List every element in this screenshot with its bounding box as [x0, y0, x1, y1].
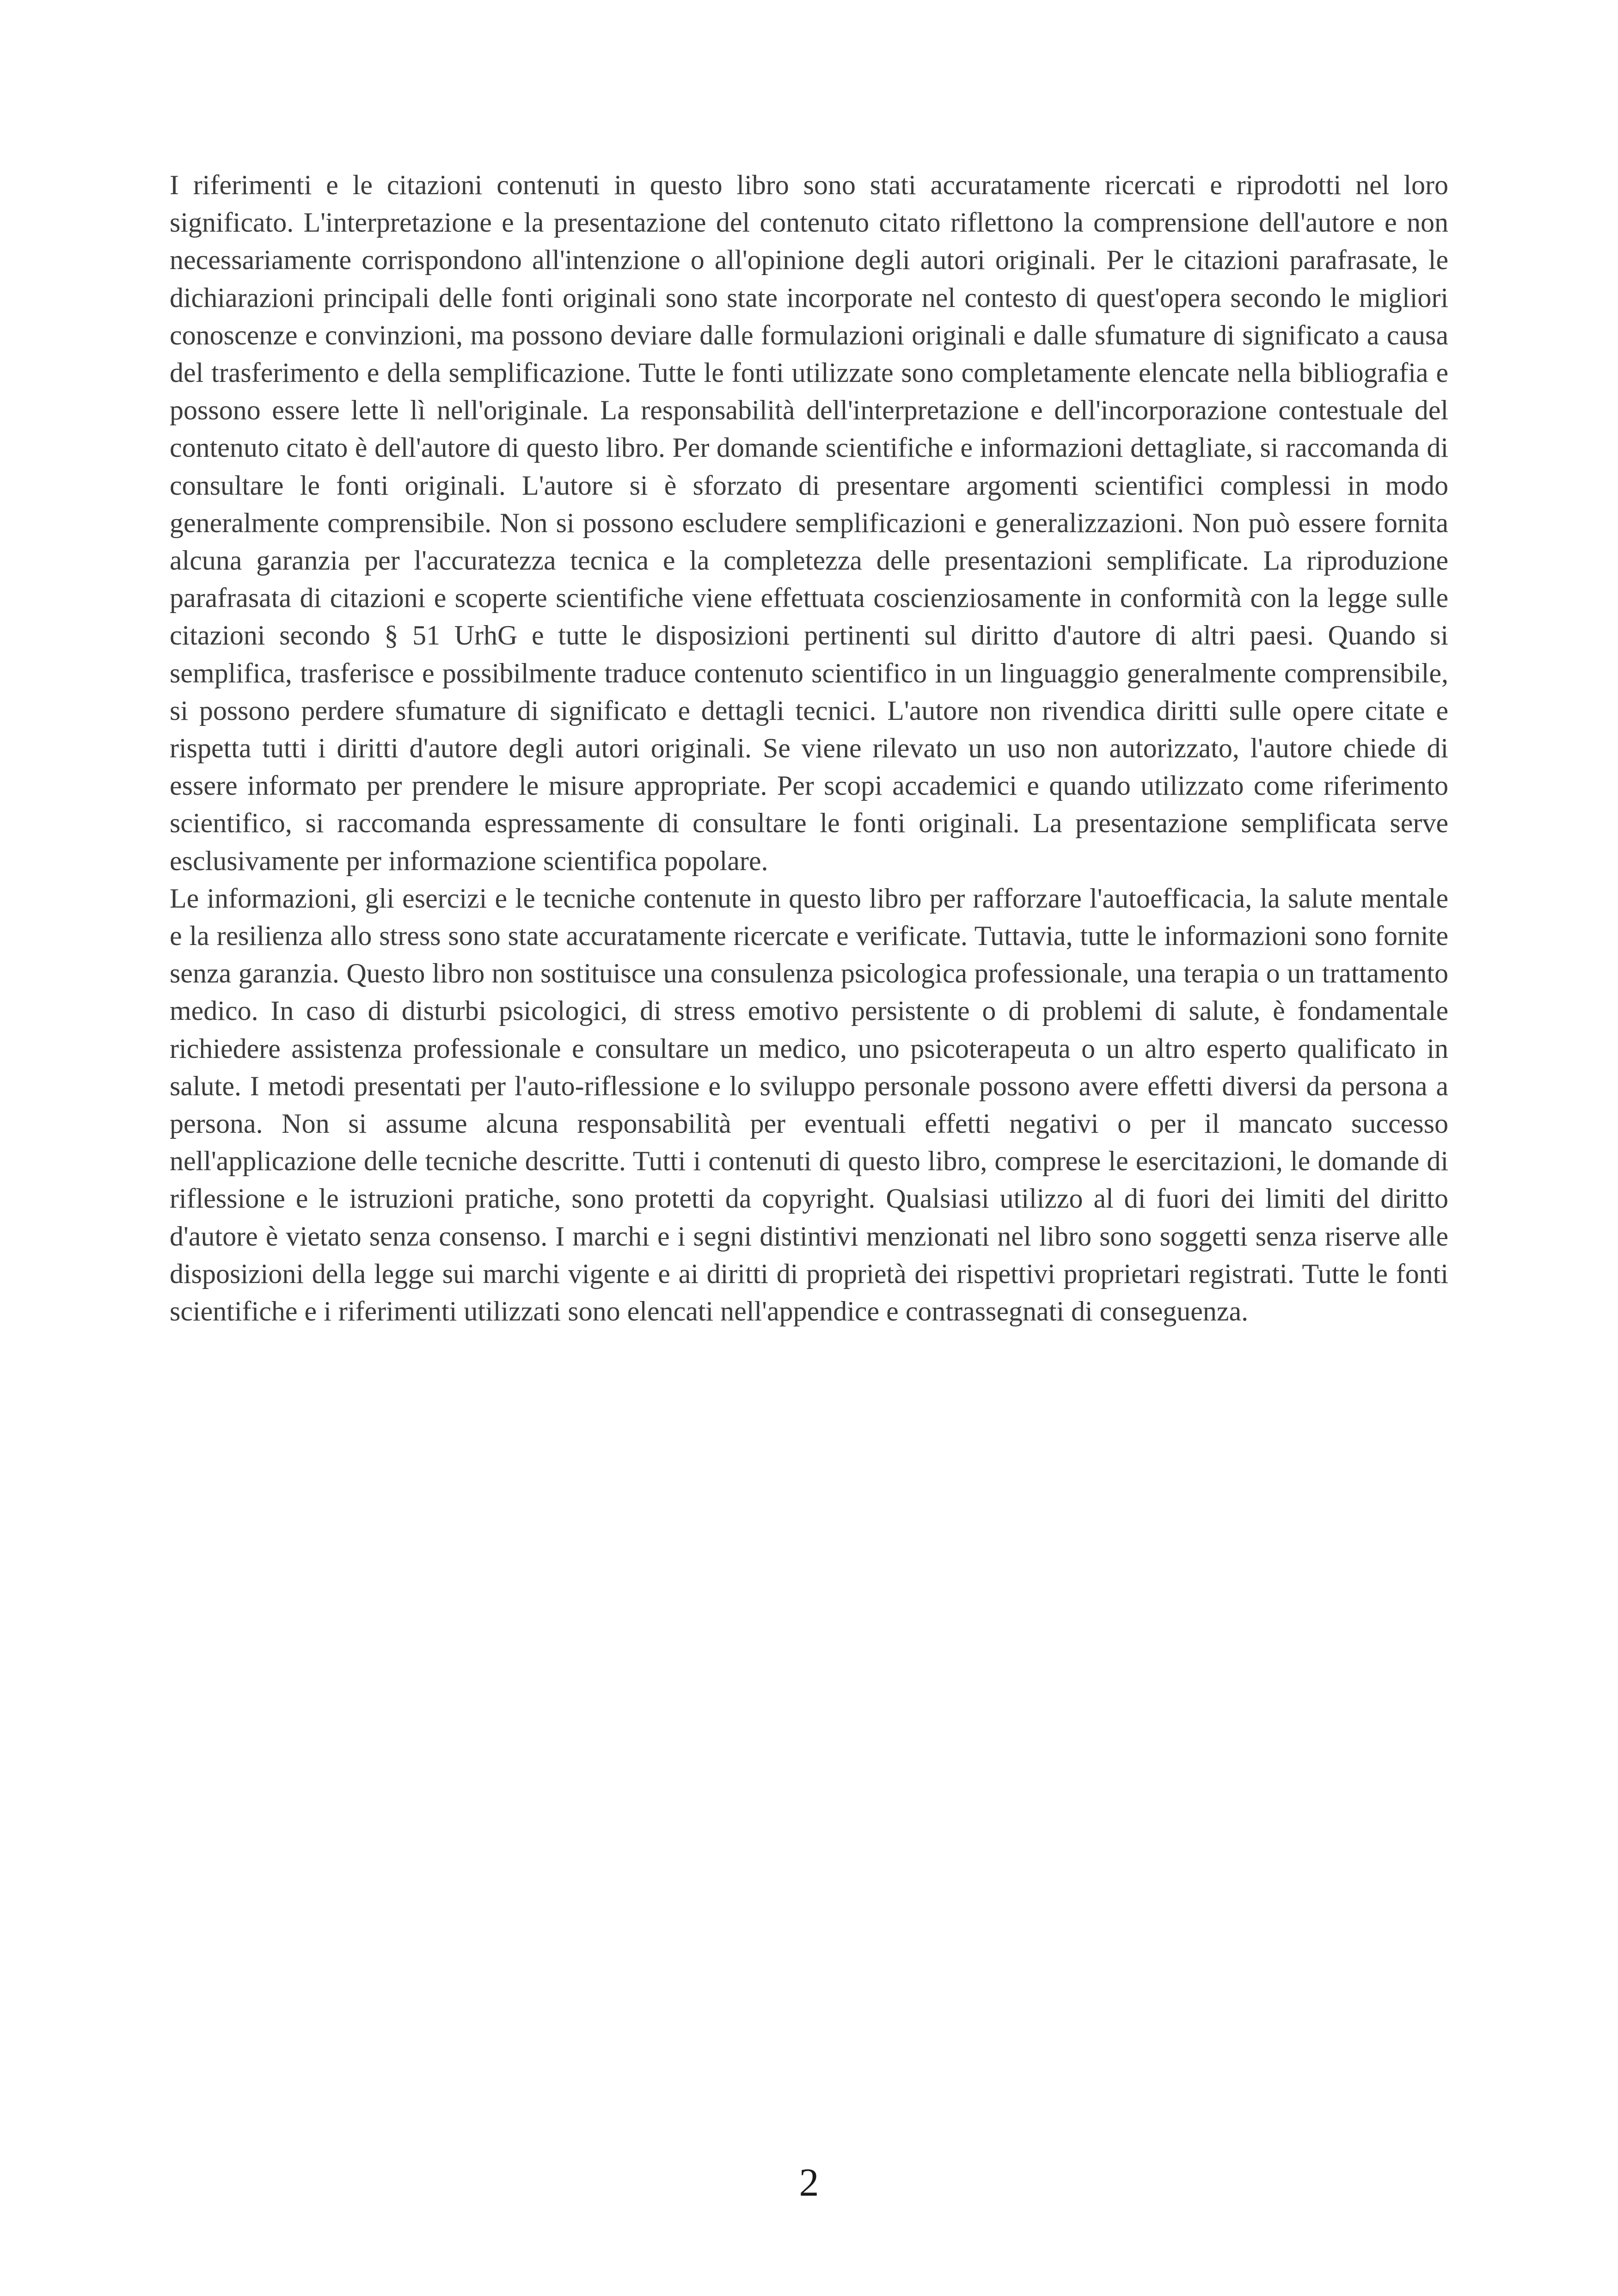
page-number: 2: [799, 2160, 819, 2204]
paragraph-disclaimer-health: Le informazioni, gli esercizi e le tecniche contenute in questo libro per rafforzare l'autoefficacia, la salute mentale e la resilienza allo stress sono state accuratamente ricercate e verificate. Tuttavia, tutte le informazioni sono fornite senza garanzia. Questo libro non sostituisce una consulenza psicologica professionale, una terapia o un trattamento medico. In caso di disturbi psicologici, di stress emotivo persistente o di problemi di salute, è fondamentale richiedere assistenza professionale e consultare un medico, uno psicoterapeuta o un altro esperto qualificato in salute. I metodi presentati per l'auto-riflessione e lo sviluppo personale possono avere effetti diversi da persona a persona. Non si assume alcuna responsabilità per eventuali effetti negativi o per il mancato successo nell'applicazione delle tecniche descritte. Tutti i contenuti di questo libro, comprese le esercitazioni, le domande di riflessione e le istruzioni pratiche, sono protetti da copyright. Qualsiasi utilizzo al di fuori dei limiti del diritto d'autore è vietato senza consenso. I marchi e i segni distintivi menzionati nel libro sono soggetti senza riserve alle disposizioni della legge sui marchi vigente e ai diritti di proprietà dei rispettivi proprietari registrati. Tutte le fonti scientifiche e i riferimenti utilizzati sono elencati nell'appendice e contrassegnati di conseguenza.: [170, 883, 1448, 1327]
paragraph-disclaimer-citations: I riferimenti e le citazioni contenuti in questo libro sono stati accuratamente ricercati e riprodotti nel loro significato. L'interpretazione e la presentazione del contenuto citato riflettono la comprensione dell'autore e non necessariamente corrispondono all'intenzione o all'opinione degli autori originali. Per le citazioni parafrasate, le dichiarazioni principali delle fonti originali sono state incorporate nel contesto di quest'opera secondo le migliori conoscenze e convinzioni, ma possono deviare dalle formulazioni originali e dalle sfumature di significato a causa del trasferimento e della semplificazione. Tutte le fonti utilizzate sono completamente elencate nella bibliografia e possono essere lette lì nell'originale. La responsabilità dell'interpretazione e dell'incorporazione contestuale del contenuto citato è dell'autore di questo libro. Per domande scientifiche e informazioni dettagliate, si raccomanda di consultare le fonti originali. L'autore si è sforzato di presentare argomenti scientifici complessi in modo generalmente comprensibile. Non si possono escludere semplificazioni e generalizzazioni. Non può essere fornita alcuna garanzia per l'accuratezza tecnica e la completezza delle presentazioni semplificate. La riproduzione parafrasata di citazioni e scoperte scientifiche viene effettuata coscienziosamente in conformità con la legge sulle citazioni secondo § 51 UrhG e tutte le disposizioni pertinenti sul diritto d'autore di altri paesi. Quando si semplifica, trasferisce e possibilmente traduce contenuto scientifico in un linguaggio generalmente comprensibile, si possono perdere sfumature di significato e dettagli tecnici. L'autore non rivendica diritti sulle opere citate e rispetta tutti i diritti d'autore degli autori originali. Se viene rilevato un uso non autorizzato, l'autore chiede di essere informato per prendere le misure appropriate. Per scopi accademici e quando utilizzato come riferimento scientifico, si raccomanda espressamente di consultare le fonti originali. La presentazione semplificata serve esclusivamente per informazione scientifica popolare.: [170, 170, 1448, 876]
body-text: [170, 166, 1448, 1330]
